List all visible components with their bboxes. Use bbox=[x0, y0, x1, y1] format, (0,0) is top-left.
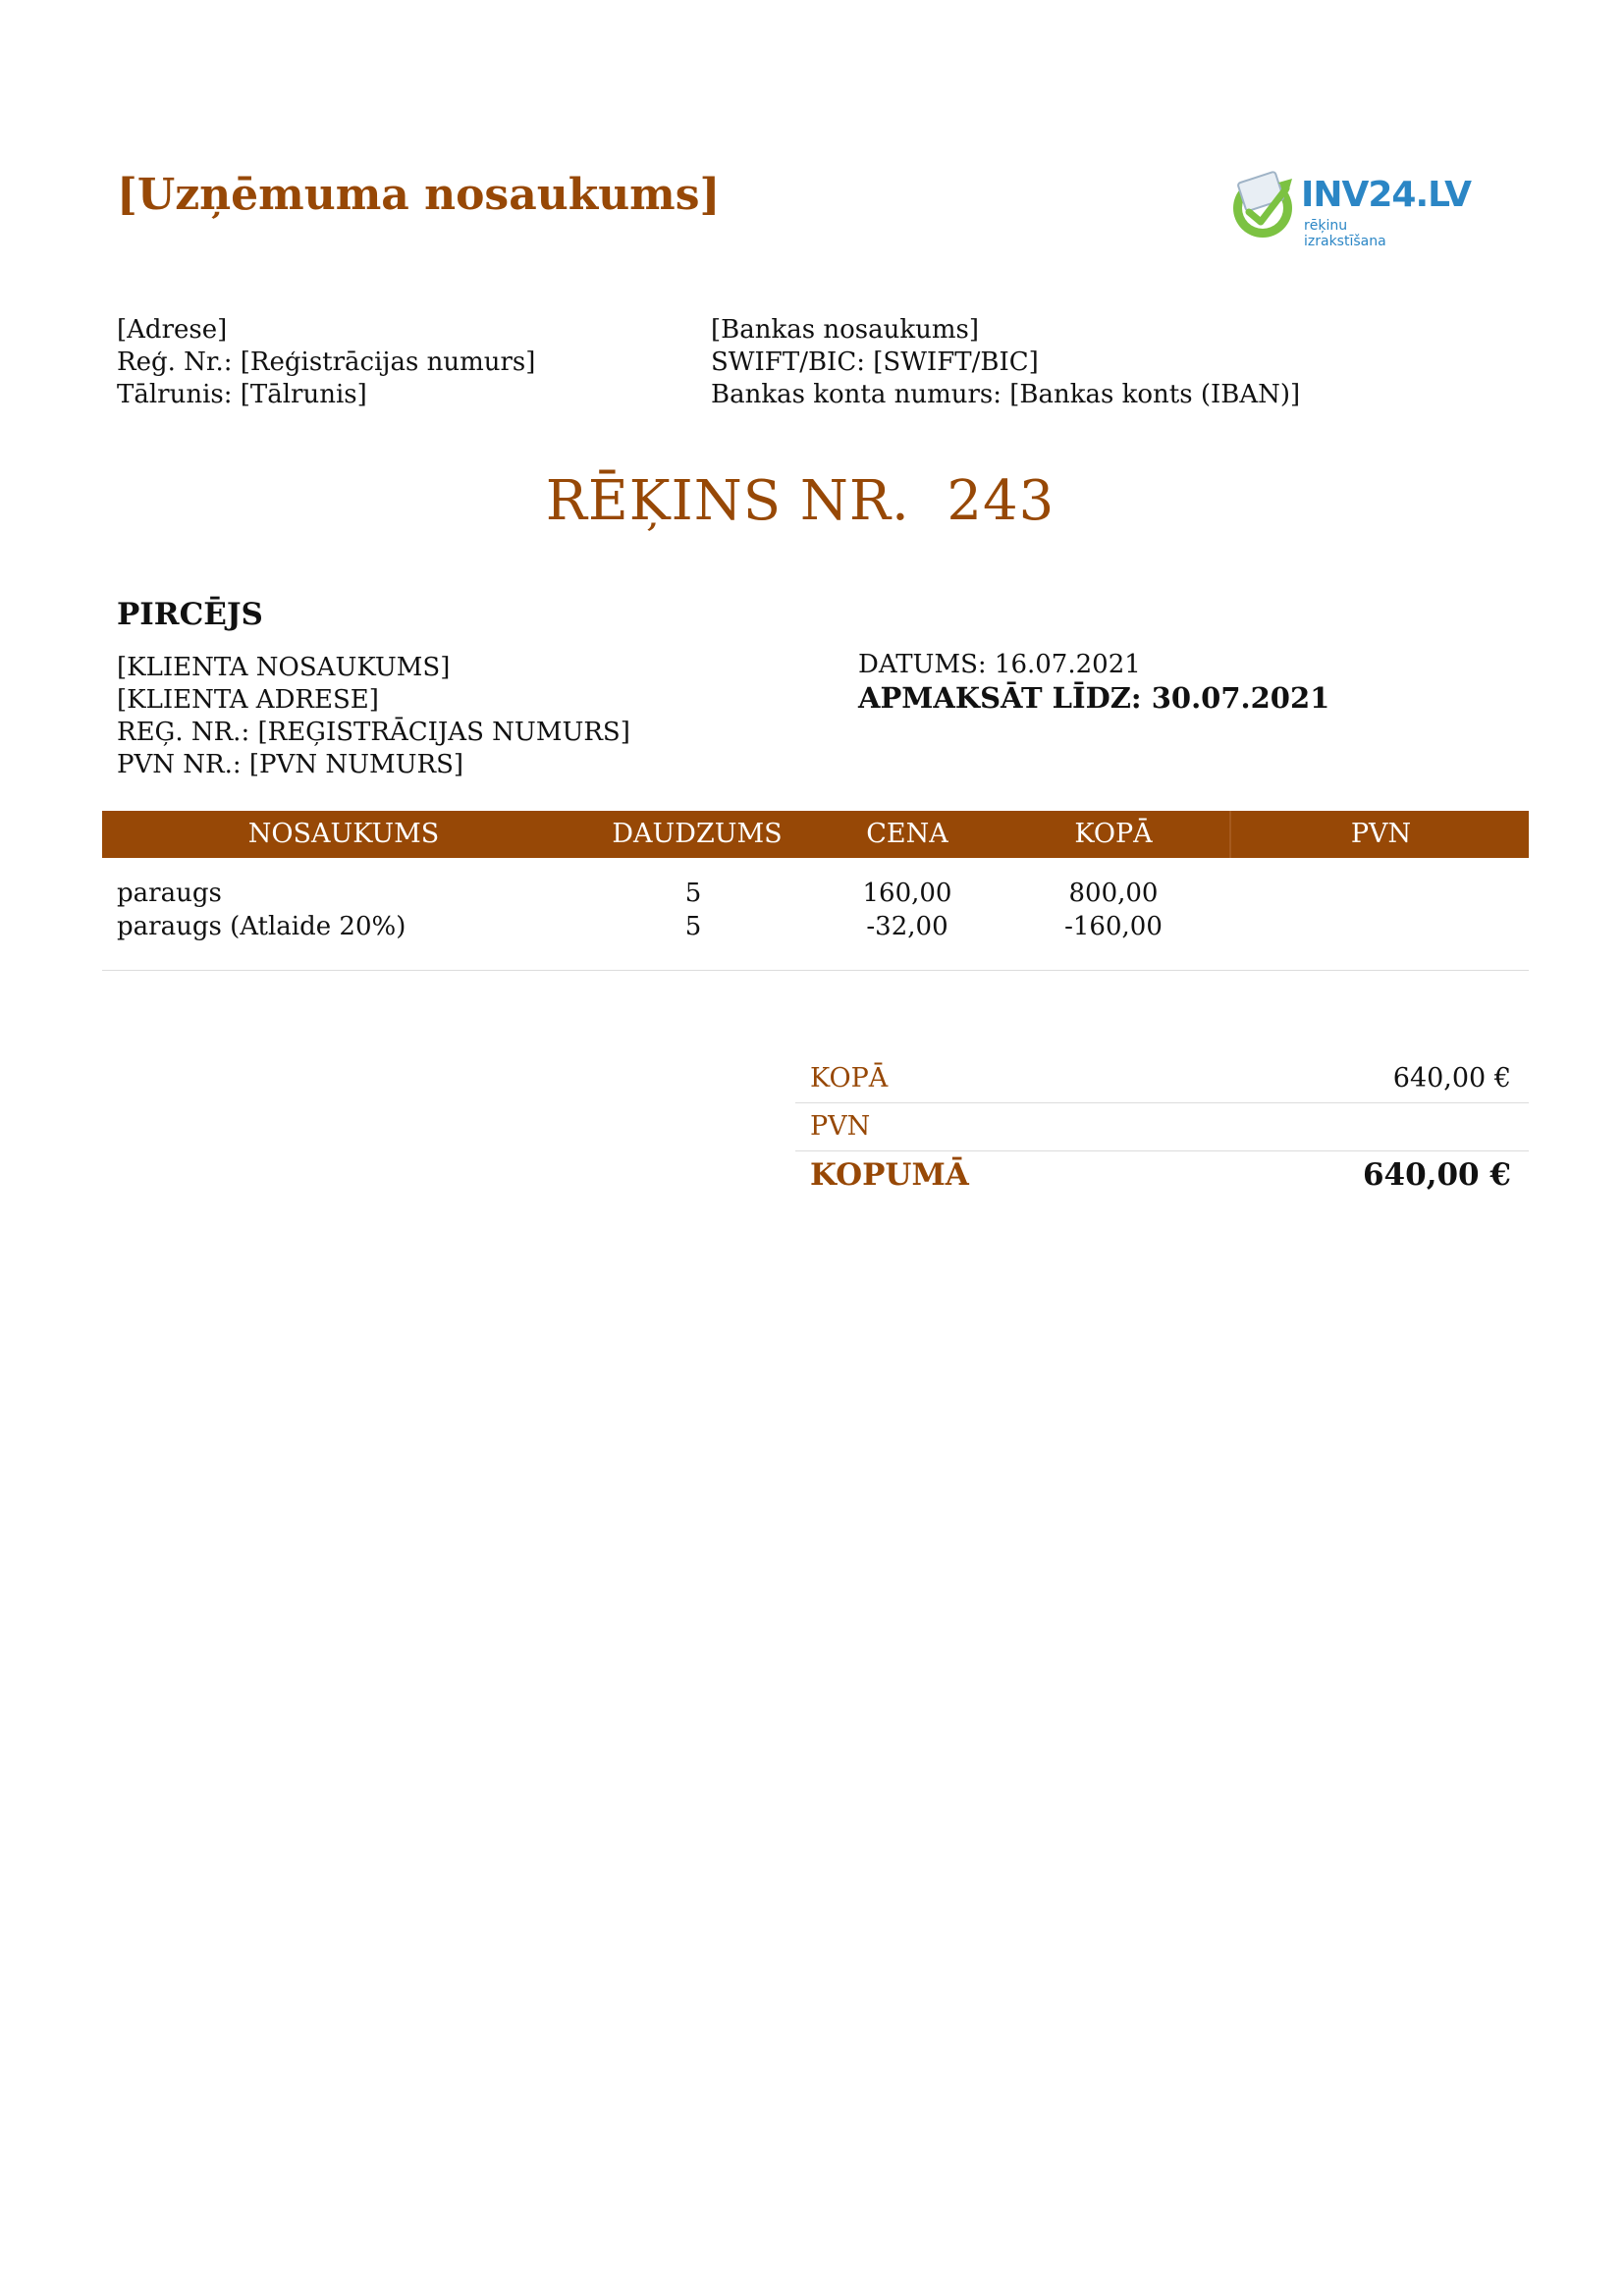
vat-row bbox=[795, 1103, 1529, 1151]
invoice-date: DATUMS: 16.07.2021 bbox=[858, 650, 1141, 679]
table-row bbox=[102, 877, 1529, 910]
bank-name: [Bankas nosaukums] bbox=[711, 315, 979, 345]
subtotal-value: 640,00 € bbox=[1392, 1063, 1511, 1094]
subtotal-row bbox=[795, 1055, 1529, 1103]
grand-total-row bbox=[795, 1151, 1529, 1199]
buyer-address: [KLIENTA ADRESE] bbox=[117, 685, 379, 715]
grand-total-label: KOPUMĀ bbox=[810, 1157, 969, 1193]
item-total: -160,00 bbox=[1064, 912, 1163, 941]
logo-brand: INV24.LV bbox=[1301, 175, 1472, 215]
item-name: paraugs (Atlaide 20%) bbox=[117, 912, 406, 941]
company-reg-number: Reģ. Nr.: [Reģistrācijas numurs] bbox=[117, 347, 536, 377]
buyer-name: [KLIENTA NOSAUKUMS] bbox=[117, 653, 451, 682]
column-header-name: NOSAUKUMS bbox=[247, 819, 440, 849]
column-header-price: CENA bbox=[866, 819, 948, 849]
company-phone: Tālrunis: [Tālrunis] bbox=[117, 380, 367, 409]
due-date: APMAKSĀT LĪDZ: 30.07.2021 bbox=[858, 681, 1330, 715]
totals-block bbox=[795, 1055, 1529, 1199]
company-address: [Adrese] bbox=[117, 315, 228, 345]
column-header-quantity: DAUDZUMS bbox=[612, 819, 783, 849]
grand-total-value: 640,00 € bbox=[1362, 1157, 1511, 1193]
buyer-vat-number: PVN NR.: [PVN NUMURS] bbox=[117, 750, 464, 779]
buyer-reg-number: REĢ. NR.: [REĢISTRĀCIJAS NUMURS] bbox=[117, 718, 630, 747]
item-quantity: 5 bbox=[684, 912, 702, 941]
inv24-logo bbox=[1227, 169, 1472, 249]
buyer-info bbox=[117, 652, 630, 781]
invoice-dates bbox=[858, 648, 1329, 715]
company-name: [Uzņēmuma nosaukums] bbox=[117, 170, 721, 220]
invoice-logo-icon bbox=[1227, 169, 1302, 243]
bank-swift: SWIFT/BIC: [SWIFT/BIC] bbox=[711, 347, 1039, 377]
items-table-header bbox=[102, 811, 1529, 858]
column-header-vat: PVN bbox=[1229, 811, 1531, 858]
item-name: paraugs bbox=[117, 879, 222, 908]
subtotal-label: KOPĀ bbox=[810, 1063, 889, 1094]
buyer-heading: PIRCĒJS bbox=[117, 597, 263, 632]
item-price: 160,00 bbox=[862, 879, 952, 908]
item-quantity: 5 bbox=[684, 879, 702, 908]
company-info bbox=[117, 314, 535, 411]
item-total: 800,00 bbox=[1068, 879, 1159, 908]
table-divider bbox=[102, 970, 1529, 971]
bank-info bbox=[711, 314, 1300, 411]
column-header-total: KOPĀ bbox=[1074, 819, 1153, 849]
table-row bbox=[102, 910, 1529, 943]
item-price: -32,00 bbox=[866, 912, 948, 941]
logo-tagline: rēķinu izrakstīšana bbox=[1304, 218, 1386, 249]
vat-label: PVN bbox=[810, 1111, 871, 1142]
invoice-title: RĒĶINS NR. 243 bbox=[545, 469, 1056, 533]
bank-account: Bankas konta numurs: [Bankas konts (IBAN)] bbox=[711, 380, 1301, 409]
